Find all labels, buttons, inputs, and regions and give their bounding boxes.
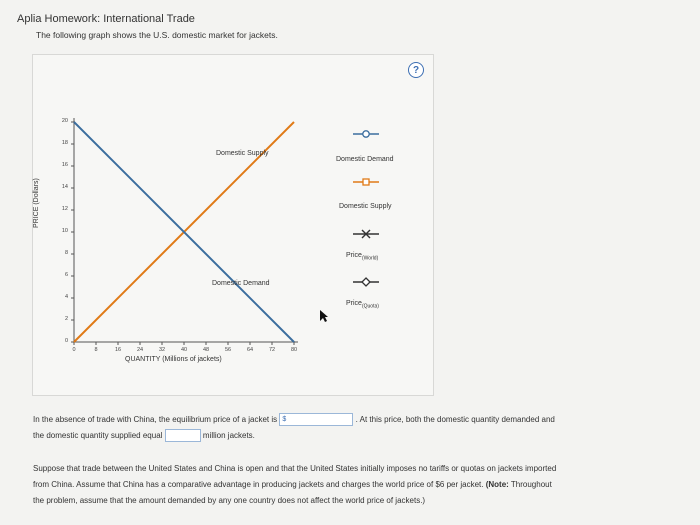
page-title: Aplia Homework: International Trade [17,13,195,25]
price-world-tool[interactable] [351,228,381,240]
y-tick-label: 12 [61,206,68,212]
supply-curve-label: Domestic Supply [216,150,269,157]
domestic-demand-tool[interactable] [351,129,381,139]
circle-marker-icon [363,131,369,137]
y-tick-label: 6 [64,272,68,278]
y-tick-label: 16 [61,162,68,168]
y-tick-label: 10 [61,228,68,234]
equilibrium-quantity-input[interactable] [165,429,201,442]
x-tick-label: 72 [268,347,276,353]
y-tick-label: 20 [61,118,68,124]
mouse-cursor-icon [319,309,329,323]
legend-domestic-supply: Domestic Supply [339,203,392,210]
price-quota-tool[interactable] [351,276,381,288]
question-equilibrium: In the absence of trade with China, the equilibrium price of a jacket is $ . At this price, both the domestic quantity demanded and the domestic quantity supplied equal million jackets. [33,412,663,444]
square-marker-icon [363,179,369,185]
legend-price-world: Price$_{(World)}$ [346,252,379,262]
x-tick-label: 80 [290,347,298,353]
x-tick-label: 64 [246,347,254,353]
x-tick-label: 40 [180,347,188,353]
y-tick-label: 14 [61,184,68,190]
x-tick-label: 32 [158,347,166,353]
graph-description: The following graph shows the U.S. domestic market for jackets. [36,30,278,40]
x-tick-label: 8 [94,347,98,353]
x-tick-label: 0 [72,347,76,353]
x-tick-label: 24 [136,347,144,353]
y-axis-label: PRICE (Dollars) [33,178,40,228]
x-tick-label: 16 [114,347,122,353]
legend-price-quota: Price$_{(Quota)}$ [346,300,379,310]
legend-domestic-demand: Domestic Demand [336,156,394,163]
domestic-supply-tool[interactable] [351,177,381,187]
x-tick-label: 48 [202,347,210,353]
y-tick-label: 2 [64,316,68,322]
y-tick-label: 8 [64,250,68,256]
question-trade-scenario: Suppose that trade between the United States and China is open and that the United States initially imposes no tariffs or quotas on jackets imported from China. Assume that China has a comparative advantage in producing jackets and charges the world price of $6 per jacket. (Note: Throughout the problem, assume that the amount demanded by any one country does not affect the world price of jackets.) [33,464,557,505]
diamond-marker-icon [362,278,370,286]
demand-curve-label: Domestic Demand [212,280,270,287]
help-icon[interactable]: ? [408,62,424,78]
y-tick-label: 0 [64,338,68,344]
x-axis-label: QUANTITY (Millions of jackets) [125,356,222,363]
equilibrium-price-input[interactable]: $ [279,413,353,426]
y-tick-label: 4 [64,294,68,300]
y-tick-label: 18 [61,140,68,146]
x-tick-label: 56 [224,347,232,353]
